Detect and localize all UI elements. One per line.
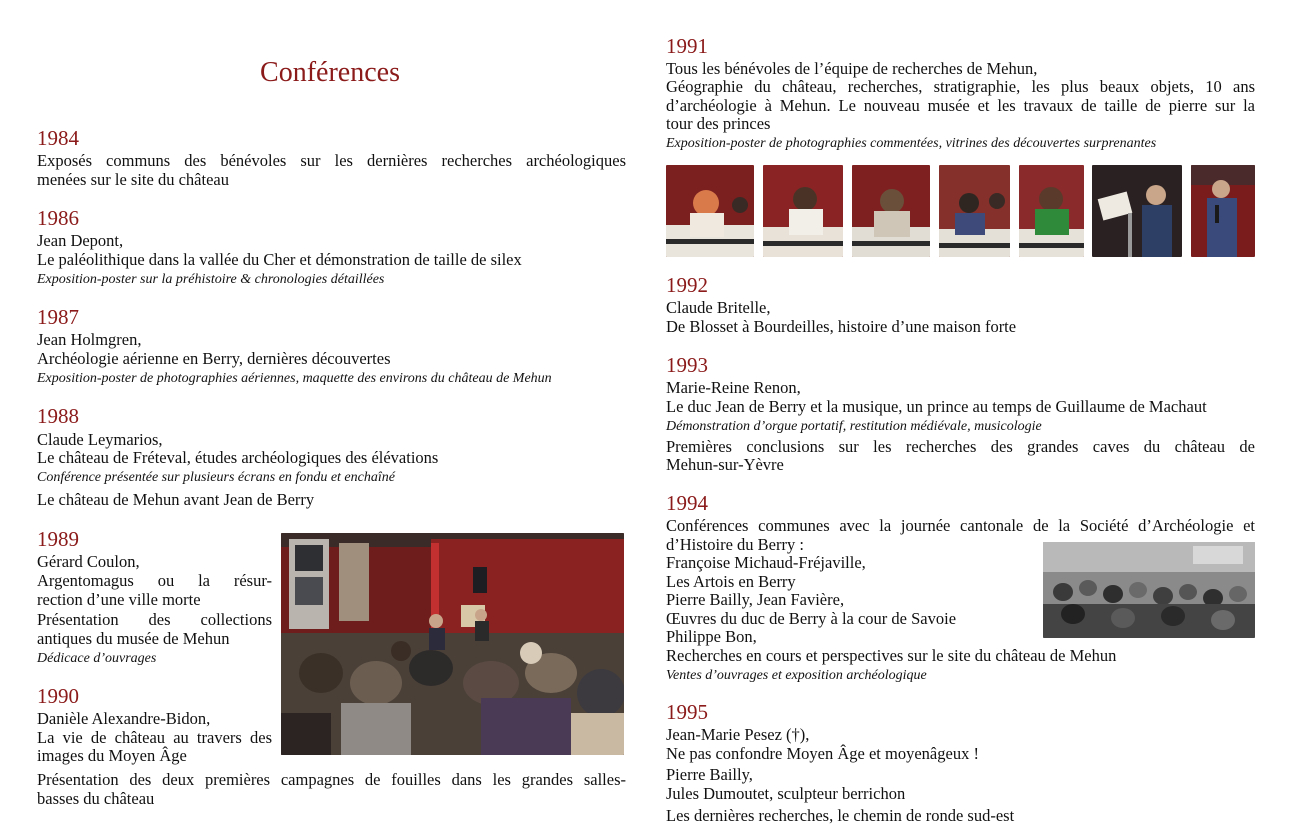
topic-1993: Le duc Jean de Berry et la musique, un prince au temps de Guillaume de Machaut	[666, 397, 1207, 416]
note-1988: Conférence présentée sur plusieurs écrans en fondu et enchaîné	[37, 470, 395, 485]
text-1994-line5: Pierre Bailly, Jean Favière,	[666, 590, 845, 609]
extra-1993-line1: Premières conclusions sur les recherches des grandes caves du château de	[666, 437, 1255, 456]
topic-1989-line1: Argentomagus ou la résur-	[37, 571, 272, 590]
topic-1987: Archéologie aérienne en Berry, dernières découvertes	[37, 349, 391, 368]
photo-1991-6	[1092, 165, 1182, 257]
note-1986: Exposition-poster sur la préhistoire & chronologies détaillées	[37, 272, 385, 287]
topic-1988: Le château de Fréteval, études archéologiques des élévations	[37, 448, 439, 467]
conference-1994-photo	[1043, 542, 1255, 638]
topic-1990-line1: La vie de château au travers des	[37, 728, 272, 747]
photo-1991-2	[763, 165, 843, 257]
text-1994-line3: Françoise Michaud-Fréjaville,	[666, 553, 866, 572]
photo-1991-7	[1191, 165, 1255, 257]
year-1992: 1992	[666, 273, 708, 297]
photo-1991-5	[1019, 165, 1084, 257]
text-1994-line2: d’Histoire du Berry :	[666, 535, 804, 554]
conference-audience-photo	[281, 533, 624, 755]
photo-1991-1	[666, 165, 754, 257]
text-1994-line7: Philippe Bon,	[666, 627, 757, 646]
text-1995-line1: Jean-Marie Pesez (†),	[666, 725, 810, 744]
text-1995-line3: Pierre Bailly,	[666, 765, 753, 784]
topic-1986: Le paléolithique dans la vallée du Cher et démonstration de taille de silex	[37, 250, 522, 269]
text-1991-line3: d’archéologie à Mehun. Le nouveau musée et les travaux de taille de pierre sur la	[666, 96, 1255, 115]
extra-1990-line1: Présentation des deux premières campagnes de fouilles dans les grandes salles-	[37, 770, 626, 789]
topic-1990-line2: images du Moyen Âge	[37, 746, 187, 765]
year-1988: 1988	[37, 404, 79, 428]
speaker-1989: Gérard Coulon,	[37, 552, 140, 571]
year-1987: 1987	[37, 305, 79, 329]
photo-1991-3	[852, 165, 930, 257]
speaker-1990: Danièle Alexandre-Bidon,	[37, 709, 211, 728]
text-1984-line1: Exposés communs des bénévoles sur les dernières recherches archéologiques	[37, 151, 626, 170]
text-1995-line2: Ne pas confondre Moyen Âge et moyenâgeux !	[666, 744, 979, 763]
year-1994: 1994	[666, 491, 708, 515]
year-1989: 1989	[37, 527, 79, 551]
text-1994-line8: Recherches en cours et perspectives sur le site du château de Mehun	[666, 646, 1117, 665]
text-1991-line4: tour des princes	[666, 114, 771, 133]
speaker-1988: Claude Leymarios,	[37, 430, 163, 449]
topic-1992: De Blosset à Bourdeilles, histoire d’une maison forte	[666, 317, 1017, 336]
note-1987: Exposition-poster de photographies aériennes, maquette des environs du château de Mehun	[37, 371, 552, 386]
speaker-1992: Claude Britelle,	[666, 298, 771, 317]
extra-1990-line2: basses du château	[37, 789, 155, 808]
year-1991: 1991	[666, 34, 708, 58]
text-1995-line4: Jules Dumoutet, sculpteur berrichon	[666, 784, 906, 803]
note-1994: Ventes d’ouvrages et exposition archéologique	[666, 668, 927, 683]
text-1995-line5: Les dernières recherches, le chemin de ronde sud-est	[666, 806, 1015, 825]
topic-1989-line2: rection d’une ville morte	[37, 590, 201, 609]
speaker-1987: Jean Holmgren,	[37, 330, 142, 349]
note-1989: Dédicace d’ouvrages	[37, 651, 157, 666]
photo-1991-4	[939, 165, 1010, 257]
note-1991: Exposition-poster de photographies commentées, vitrines des découvertes surprenantes	[666, 136, 1157, 151]
year-1995: 1995	[666, 700, 708, 724]
year-1984: 1984	[37, 126, 79, 150]
extra-1988: Le château de Mehun avant Jean de Berry	[37, 490, 315, 509]
text-1994-line6: Œuvres du duc de Berry à la cour de Savoie	[666, 609, 957, 628]
text-1991-line2: Géographie du château, recherches, stratigraphie, les plus beaux objets, 10 ans	[666, 77, 1255, 96]
page-title: Conférences	[260, 57, 400, 88]
note-1993: Démonstration d’orgue portatif, restitution médiévale, musicologie	[666, 419, 1042, 434]
text-1984-line2: menées sur le site du château	[37, 170, 229, 189]
year-1993: 1993	[666, 353, 708, 377]
year-1990: 1990	[37, 684, 79, 708]
year-1986: 1986	[37, 206, 79, 230]
text-1991-line1: Tous les bénévoles de l’équipe de recherches de Mehun,	[666, 59, 1038, 78]
extra-1993-line2: Mehun-sur-Yèvre	[666, 455, 784, 474]
speaker-1986: Jean Depont,	[37, 231, 124, 250]
text-1994-line1: Conférences communes avec la journée cantonale de la Société d’Archéologie et	[666, 516, 1255, 535]
topic-1989-line3: Présentation des collections	[37, 610, 272, 629]
text-1994-line4: Les Artois en Berry	[666, 572, 796, 591]
speaker-1993: Marie-Reine Renon,	[666, 378, 801, 397]
topic-1989-line4: antiques du musée de Mehun	[37, 629, 230, 648]
